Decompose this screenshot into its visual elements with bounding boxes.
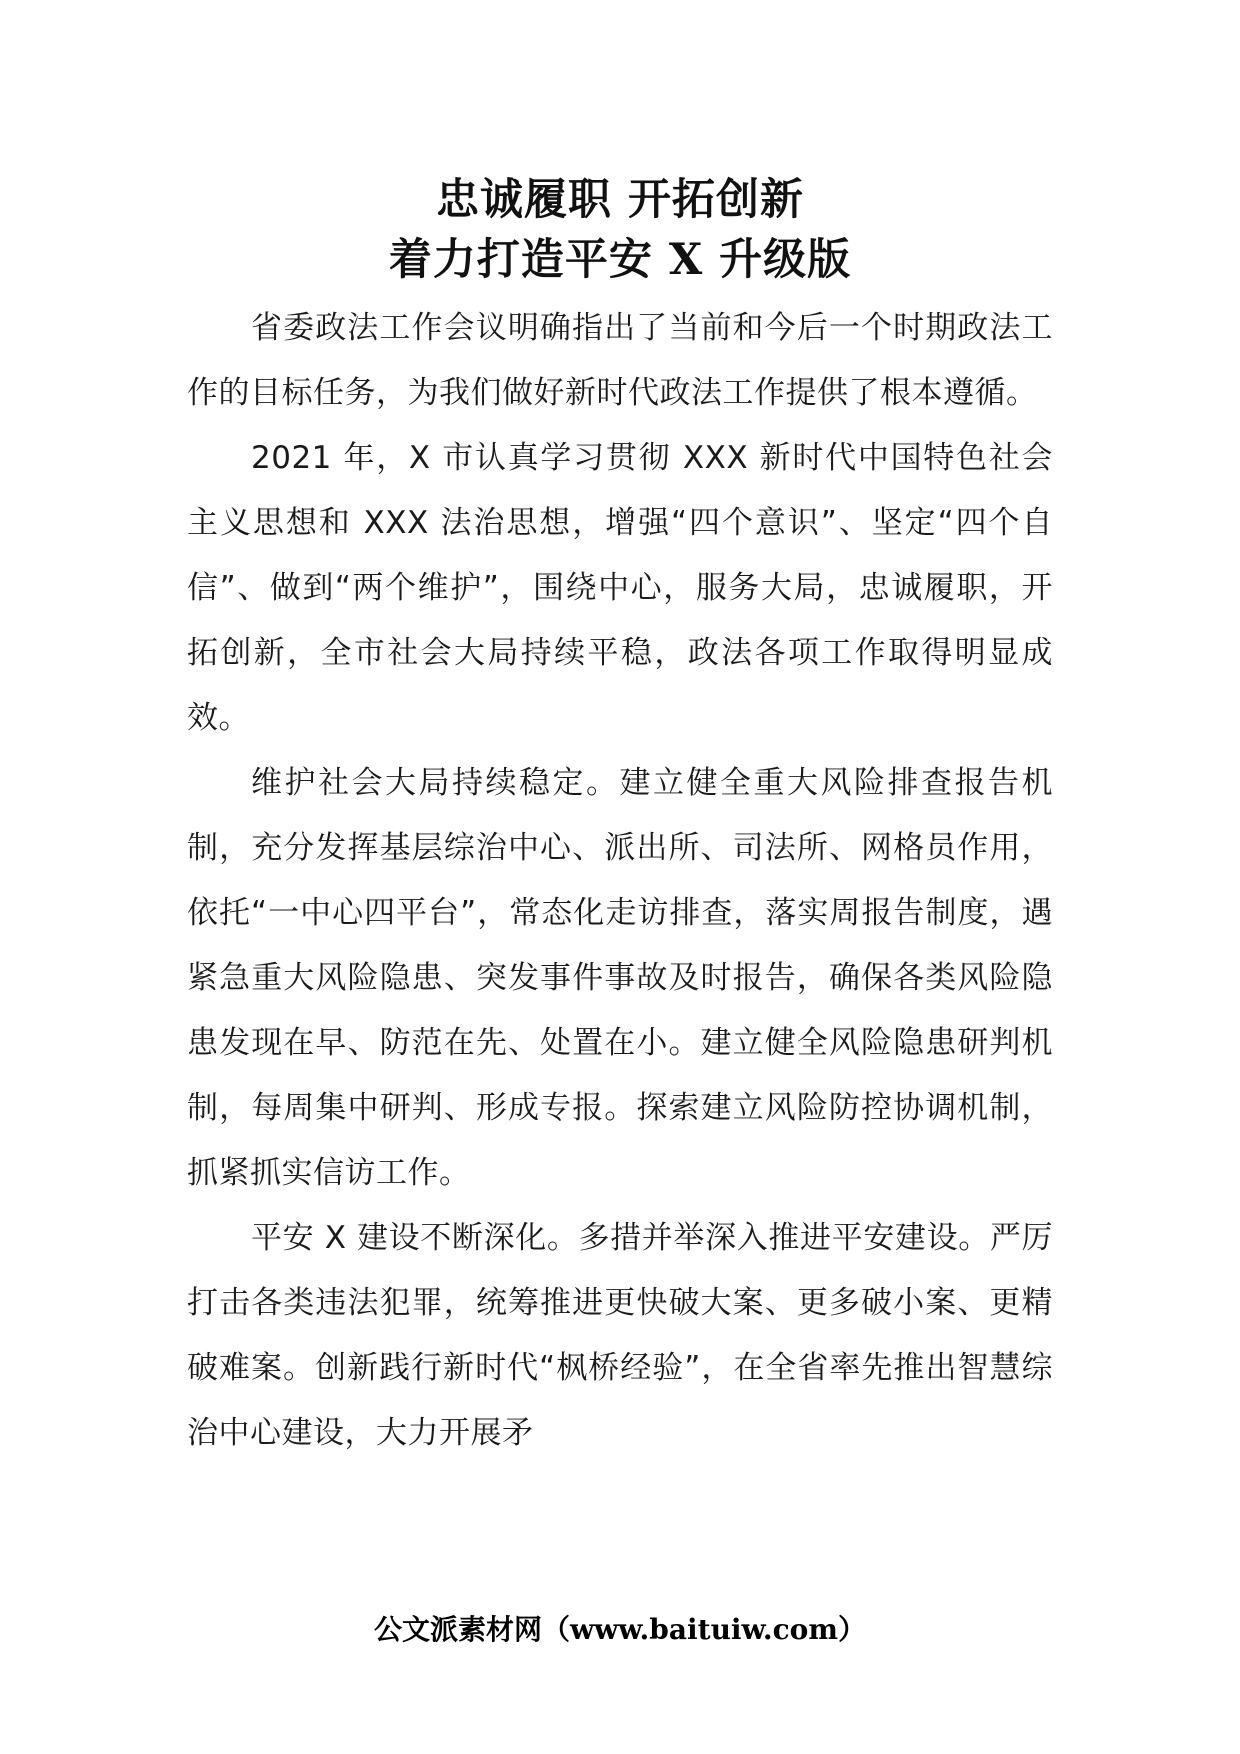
paragraph-2021-summary: 2021 年，X 市认真学习贯彻 XXX 新时代中国特色社会主义思想和 XXX 法治思想，增强“四个意识”、坚定“四个自信”、做到“两个维护”，围绕中心，服务大局，忠诚履职，开拓创新，全市社会大局持续平稳，政法各项工作取得明显成效。 bbox=[187, 440, 1053, 736]
document-body bbox=[187, 296, 1053, 1466]
source-footer: 公文派素材网（www.baituiw.com） bbox=[374, 1613, 866, 1646]
document-title bbox=[0, 170, 1240, 290]
title-line-1: 忠诚履职 开拓创新 bbox=[436, 175, 804, 225]
paragraph-stability: 维护社会大局持续稳定。建立健全重大风险排查报告机制，充分发挥基层综治中心、派出所、司法所、网格员作用，依托“一中心四平台”，常态化走访排查，落实周报告制度，遇紧急重大风险隐患、突发事件事故及时报告，确保各类风险隐患发现在早、防范在先、处置在小。建立健全风险隐患研判机制，每周集中研判、形成专报。探索建立风险防控协调机制，抓紧抓实信访工作。 bbox=[187, 765, 1053, 1191]
title-line-2: 着力打造平安 X 升级版 bbox=[388, 235, 852, 285]
paragraph-safety-construction: 平安 X 建设不断深化。多措并举深入推进平安建设。严厉打击各类违法犯罪，统筹推进更快破大案、更多破小案、更精破难案。创新践行新时代“枫桥经验”，在全省率先推出智慧综治中心建设，大力开展矛 bbox=[187, 1220, 1053, 1451]
paragraph-intro: 省委政法工作会议明确指出了当前和今后一个时期政法工作的目标任务，为我们做好新时代政法工作提供了根本遵循。 bbox=[187, 310, 1053, 411]
